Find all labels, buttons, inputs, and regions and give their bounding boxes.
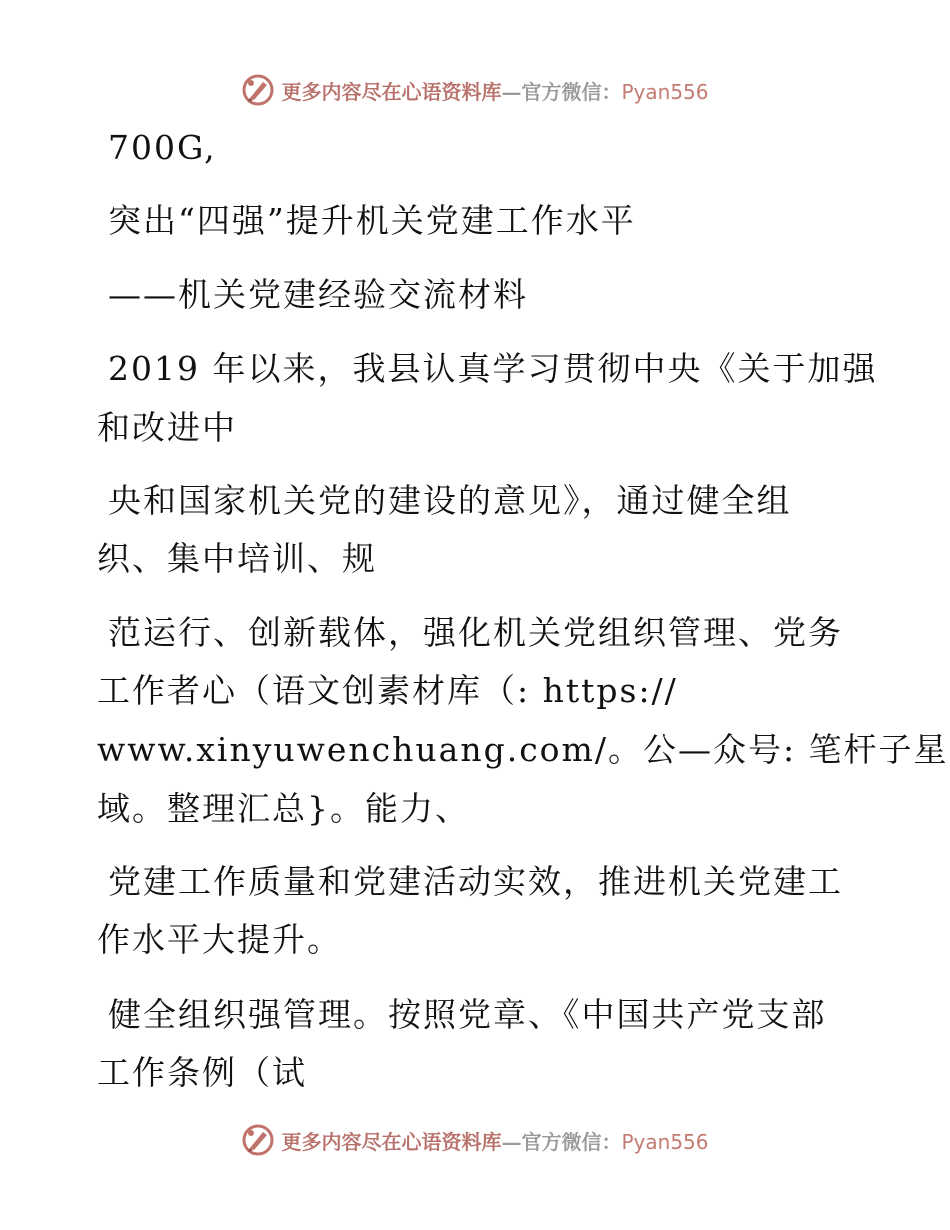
pen-circle-logo-icon [241, 73, 275, 107]
text-line: 党建工作质量和党建活动实效，推进机关党建工 [108, 862, 843, 901]
text-line: 2019 年以来，我县认真学习贯彻中央《关于加强 [108, 349, 878, 388]
text-line: 健全组织强管理。按照党章、《中国共产党支部 [108, 995, 827, 1034]
text-line: 作水平大提升。 [97, 920, 342, 959]
banner-text: 更多内容尽在心语资料库—官方微信：Pyan556 [281, 79, 709, 104]
header-watermark-banner [0, 68, 950, 112]
document-subtitle: ——机关党建经验交流材料 [108, 275, 528, 314]
text-line: 央和国家机关党的建设的意见》，通过健全组 [108, 481, 792, 520]
document-title: 突出“四强”提升机关党建工作水平 [108, 201, 636, 240]
text-line: 范运行、创新载体，强化机关党组织管理、党务 [108, 613, 843, 652]
text-line: 和改进中 [97, 408, 237, 447]
text-line: 工作条例（试 [97, 1053, 307, 1092]
text-line: www.xinyuwenchuang.com/。公—众号: 笔杆子星 [97, 730, 949, 769]
text-line: 域。整理汇总}。能力、 [97, 789, 470, 828]
text-line: 700G, [108, 128, 217, 167]
footer-watermark-banner [0, 1118, 950, 1162]
pen-circle-logo-icon [241, 1123, 275, 1157]
banner-text: 更多内容尽在心语资料库—官方微信：Pyan556 [281, 1129, 709, 1154]
text-line: 工作者心（语文创素材库（: https:// [97, 671, 678, 710]
text-line: 织、集中培训、规 [97, 539, 377, 578]
